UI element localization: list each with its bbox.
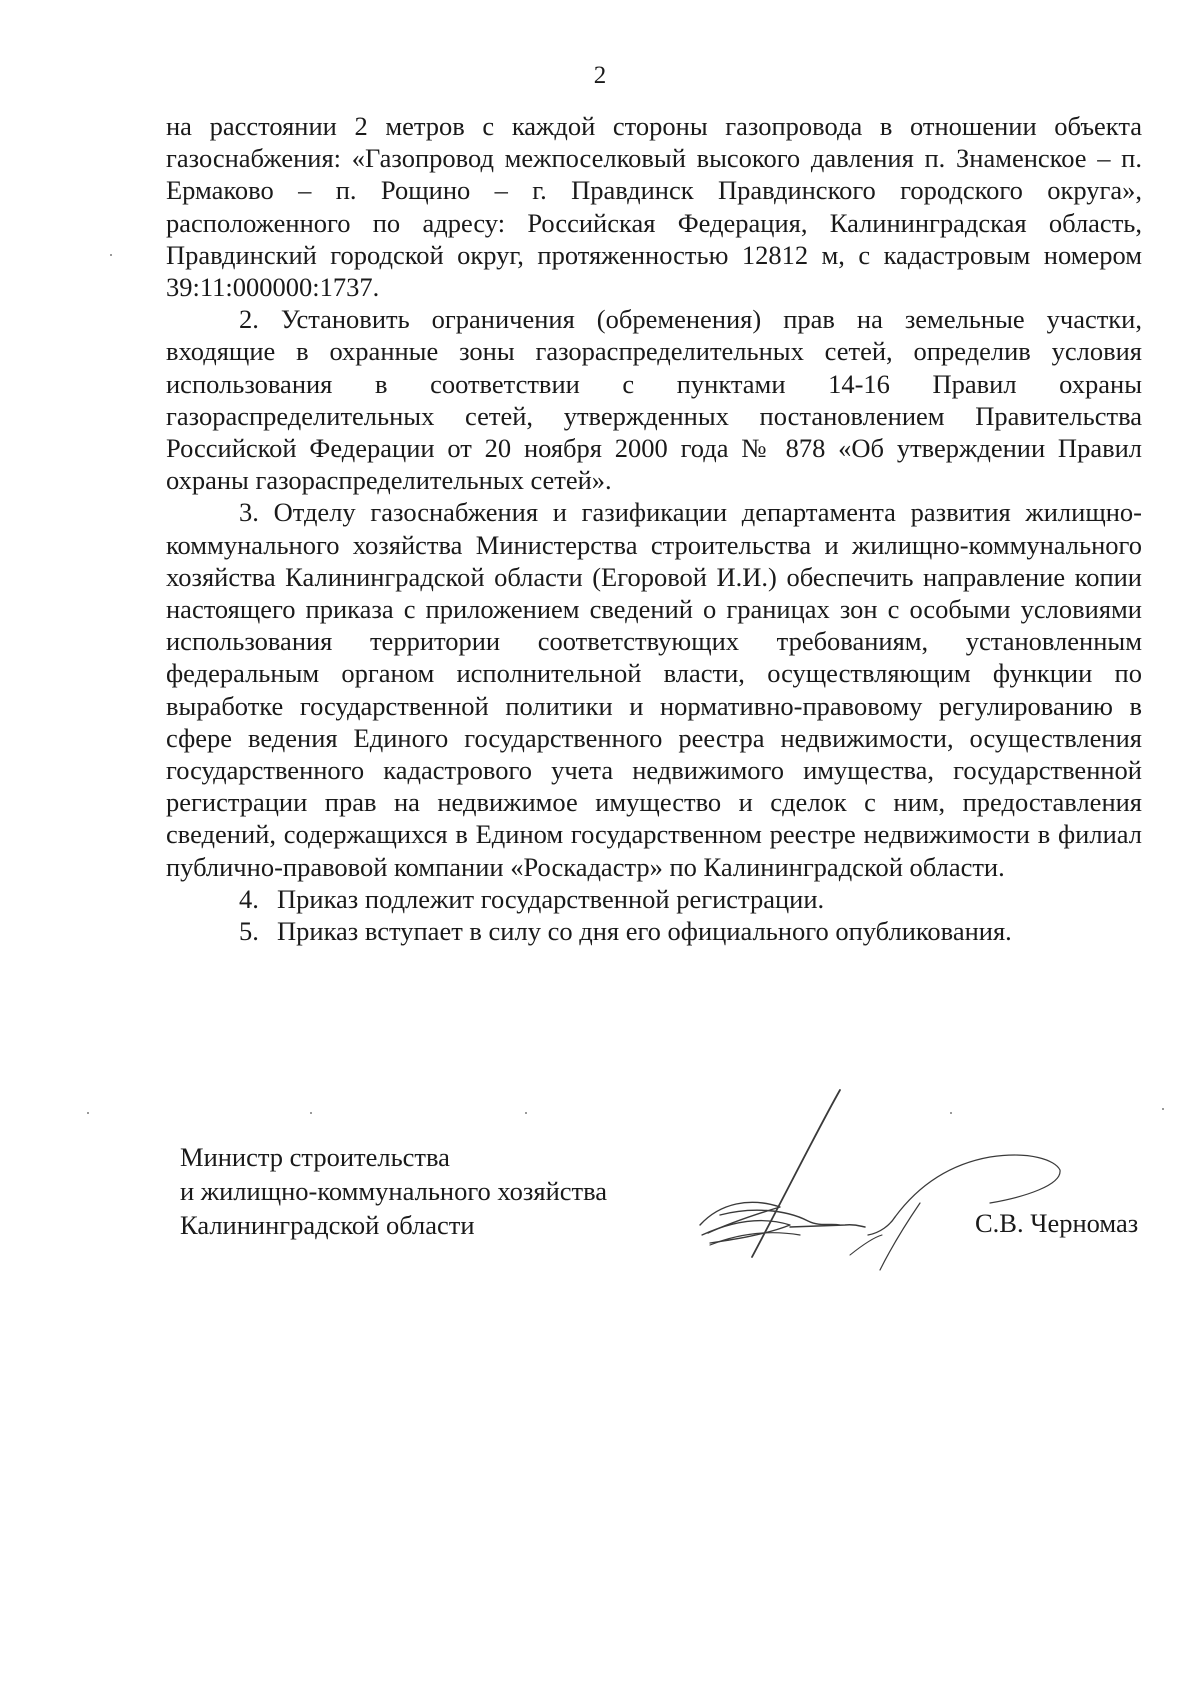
signer-title-line-1: Министр строительства — [180, 1142, 450, 1172]
paragraph-item-3: 3. Отделу газоснабжения и газификации департамента развития жилищно-коммунального хозяйства Министерства строительства и жилищно-коммунального хозяйства Калининградской области (Егоровой И.И.) обеспечить направление копии настоящего приказа с приложением сведений о границах зон с особыми условиями использования территории соответствующих требованиям, установленным федеральным органом исполнительной власти, осуществляющим функции по выработке государственной политики и нормативно-правовому регулированию в сфере ведения Единого государственного реестра недвижимости, осуществления государственного кадастрового учета недвижимого имущества, государственной регистрации прав на недвижимое имущество и сделок с ним, предоставления сведений, содержащихся в Едином государственном реестре недвижимости в филиал публично-правовой компании «Роскадастр» по Калининградской области. — [166, 497, 1142, 882]
paragraph-item-2: 2. Установить ограничения (обременения) прав на земельные участки, входящие в охранные зоны газораспределительных сетей, определив условия использования в соответствии с пунктами 14-16 Правил охраны газораспределительных сетей, утвержденных постановлением Правительства Российской Федерации от 20 ноября 2000 года № 878 «Об утверждении Правил охраны газораспределительных сетей». — [166, 304, 1142, 496]
item-number: 5. — [239, 916, 259, 947]
paragraph-item-5 — [166, 915, 1142, 947]
signer-title-line-3: Калининградской области — [180, 1210, 475, 1240]
signer-title-line-2: и жилищно-коммунального хозяйства — [180, 1176, 608, 1206]
document-body — [166, 110, 1142, 947]
item-number: 4. — [239, 883, 259, 914]
page-number: 2 — [593, 62, 607, 89]
paragraph-item-4 — [166, 883, 1142, 915]
item-text: Приказ вступает в силу со дня его официального опубликования. — [277, 916, 1012, 947]
handwritten-signature — [690, 1085, 1090, 1275]
signature-block — [180, 1140, 607, 1242]
item-text: Приказ подлежит государственной регистрации. — [277, 883, 825, 914]
signer-name: С.В. Черномаз — [975, 1208, 1139, 1238]
paragraph-continuation: на расстоянии 2 метров с каждой стороны газопровода в отношении объекта газоснабжения: «Газопровод межпоселковый высокого давления п. Знаменское – п. Ермаково – п. Рощино – г. Правдинск Правдинского городского округа», расположенного по адресу: Российская Федерация, Калининградская область, Правдинский городской округ, протяженностью 12812 м, с кадастровым номером 39:11:000000:1737. — [166, 111, 1142, 303]
